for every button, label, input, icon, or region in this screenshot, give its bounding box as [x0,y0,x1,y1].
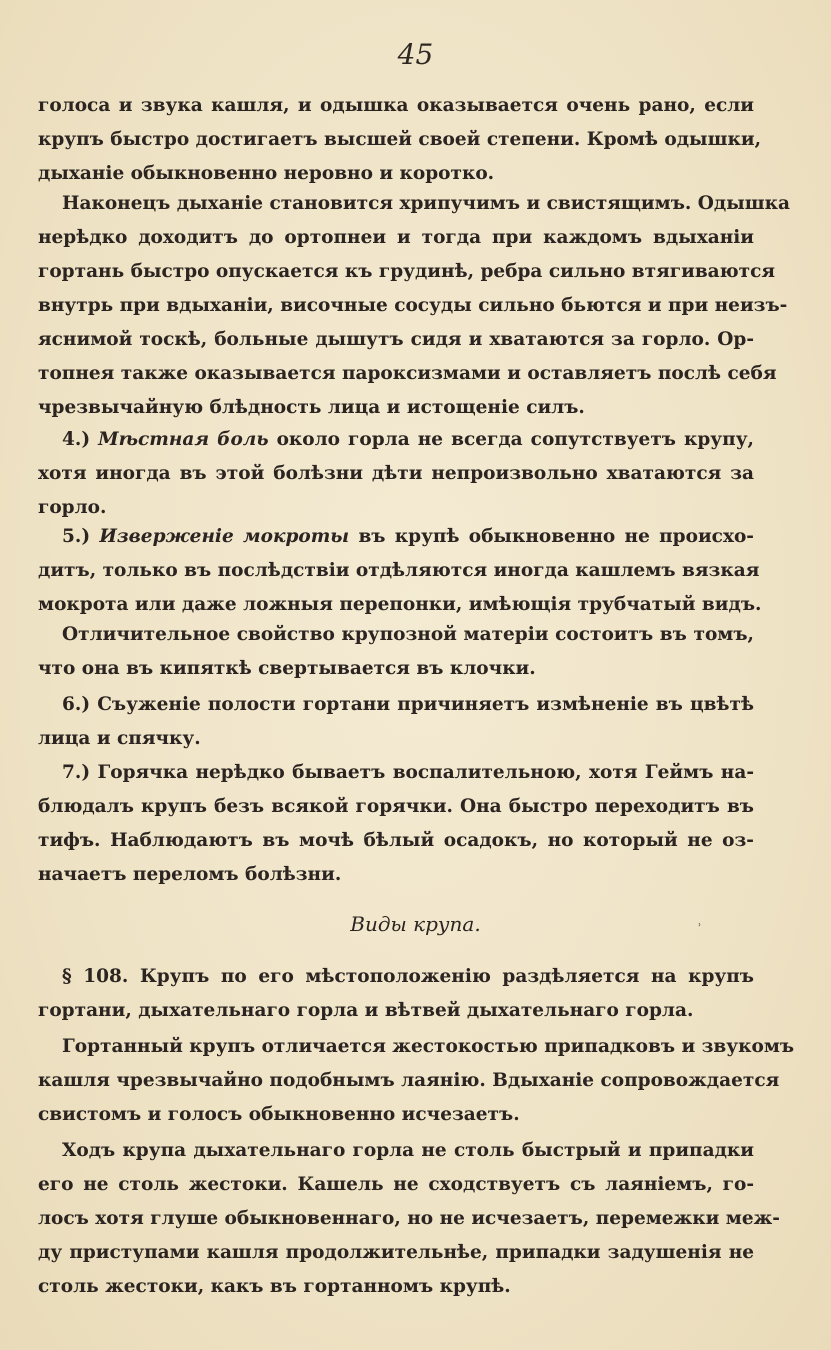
paragraph-10 [38,1134,780,1304]
line-rest: въ крупѣ обыкновенно не происхо- [358,526,754,547]
text-line: свистомъ и голосъ обыкновенно исчезаетъ. [38,1104,520,1125]
paragraph-8 [38,960,754,1028]
paragraph-7 [38,756,754,892]
text-line [38,423,754,457]
text-line: дыханіе обыкновенно неровно и коротко. [38,163,495,184]
text-line: тифъ. Наблюдаютъ въ мочѣ бѣлый осадокъ, но который не оз- [38,830,754,851]
text-line: горло. [38,497,107,518]
text-line: Наконецъ дыханіе становится хрипучимъ и свистящимъ. Одышка [62,193,790,214]
text-line [38,520,754,554]
text-line: столь жестоки, какъ въ гортанномъ крупѣ. [38,1276,511,1297]
section-heading: Виды крупа. [350,912,481,936]
paragraph-1 [38,89,762,191]
text-line: гортань быстро опускается къ грудинѣ, ребра сильно втягиваются [38,261,776,282]
paragraph-4 [38,520,762,622]
text-line: гортани, дыхательнаго горла и вѣтвей дыхательнаго горла. [38,1000,694,1021]
text-line: кашля чрезвычайно подобнымъ лаянію. Вдыханіе сопровождается [38,1070,780,1091]
text-line: 6.) Съуженіе полости гортани причиняетъ измѣненіе въ цвѣтѣ [62,694,754,715]
text-line: мокрота или даже ложныя перепонки, имѣющія трубчатый видъ. [38,594,762,615]
paragraph-3 [38,423,754,525]
item-number: 5.) [62,526,91,547]
text-line: ду приступами кашля продолжительнѣе, припадки задушенія не [38,1242,754,1263]
ink-speck: ˒ [698,918,702,932]
text-line: что она въ кипяткѣ свертывается въ клочки. [38,658,536,679]
text-line: чрезвычайную блѣдность лица и истощеніе силъ. [38,397,585,418]
paragraph-2 [38,187,790,425]
text-line: внутрь при вдыханіи, височные сосуды сильно бьются и при неизъ- [38,295,788,316]
text-line: его не столь жестоки. Кашель не сходствуетъ съ лаяніемъ, го- [38,1174,754,1195]
text-line: дитъ, только въ послѣдствіи отдѣляются иногда кашлемъ вязкая [38,560,760,581]
paragraph-5 [38,618,754,686]
text-line: крупъ быстро достигаетъ высшей своей степени. Кромѣ одышки, [38,129,762,150]
text-line: голоса и звука кашля, и одышка оказывается очень рано, если [38,95,754,116]
text-line: блюдалъ крупъ безъ всякой горячки. Она быстро переходитъ въ [38,796,754,817]
paragraph-6 [38,688,754,756]
term: Изверженіе мокроты [99,526,350,547]
text-line: 7.) Горячка нерѣдко бываетъ воспалительною, хотя Геймъ на- [62,762,754,783]
text-line: Гортанный крупъ отличается жестокостью припадковъ и звукомъ [62,1036,795,1057]
text-line: нерѣдко доходитъ до ортопнеи и тогда при каждомъ вдыханіи [38,227,754,248]
text-line: лица и спячку. [38,728,201,749]
page-number: 45 [397,38,434,71]
text-line: Ходъ крупа дыхательнаго горла не столь быстрый и припадки [62,1140,754,1161]
line-rest: около горла не всегда сопутствуетъ крупу, [276,429,754,450]
text-line: лосъ хотя глуше обыкновеннаго, но не исчезаетъ, перемежки меж- [38,1208,780,1229]
text-line: хотя иногда въ этой болѣзни дѣти непроизвольно хватаются за [38,463,754,484]
item-number: 4.) [62,429,91,450]
paragraph-9 [38,1030,795,1132]
text-line: § 108. Крупъ по его мѣстоположенію раздѣляется на крупъ [62,966,754,987]
text-line: яснимой тоскѣ, больные дышутъ сидя и хватаются за горло. Ор- [38,329,754,350]
text-line: начаетъ переломъ болѣзни. [38,864,342,885]
text-line: Отличительное свойство крупозной матеріи состоитъ въ томъ, [62,624,754,645]
text-line: топнея также оказывается пароксизмами и оставляетъ послѣ себя [38,363,777,384]
term: Мѣстная боль [98,429,269,450]
